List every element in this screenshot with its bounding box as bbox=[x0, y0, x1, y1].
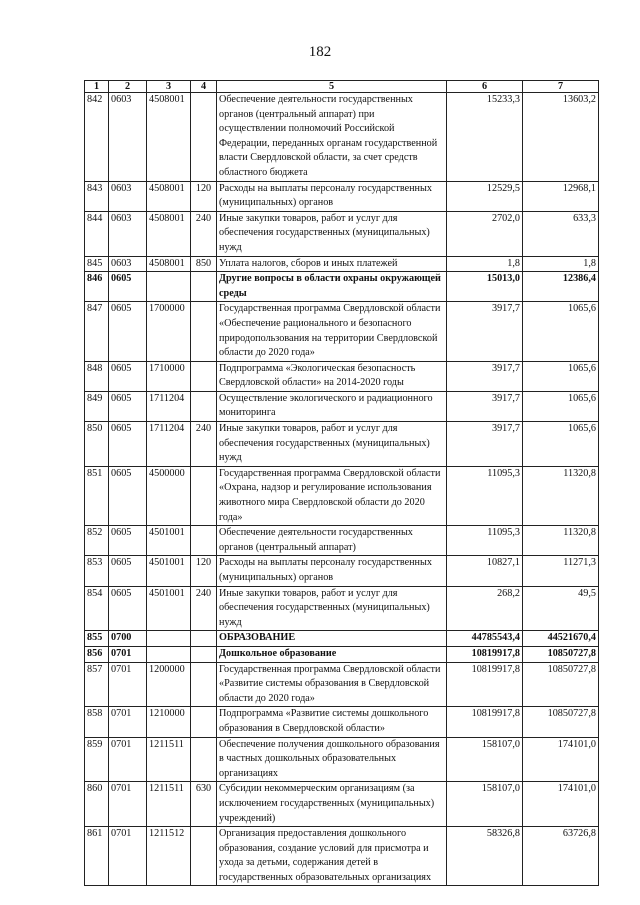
budget-table bbox=[84, 80, 599, 886]
expense-type-cell: 120 bbox=[191, 181, 217, 211]
target-article-cell: 1210000 bbox=[147, 707, 191, 737]
item-name-cell: Государственная программа Свердловской области «Охрана, надзор и регулирование использования животного мира Свердловской области до 2020 года» bbox=[217, 466, 447, 525]
section-code-cell: 0605 bbox=[109, 556, 147, 586]
table-row bbox=[85, 782, 599, 827]
amount-year2-cell: 11320,8 bbox=[523, 526, 599, 556]
expense-type-cell bbox=[191, 827, 217, 886]
amount-year2-cell: 12386,4 bbox=[523, 272, 599, 302]
table-row bbox=[85, 662, 599, 707]
amount-year1-cell: 3917,7 bbox=[447, 302, 523, 361]
table-row bbox=[85, 631, 599, 647]
column-header: 1 bbox=[85, 81, 109, 93]
table-row bbox=[85, 391, 599, 421]
table-row bbox=[85, 586, 599, 631]
page-number: 182 bbox=[308, 44, 332, 60]
row-number-cell: 849 bbox=[85, 391, 109, 421]
expense-type-cell: 240 bbox=[191, 586, 217, 631]
target-article-cell: 4501001 bbox=[147, 556, 191, 586]
amount-year2-cell: 174101,0 bbox=[523, 737, 599, 782]
item-name-cell: Субсидии некоммерческим организациям (за исключением государственных (муниципальных) учреждений) bbox=[217, 782, 447, 827]
row-number-cell: 843 bbox=[85, 181, 109, 211]
amount-year2-cell: 633,3 bbox=[523, 211, 599, 256]
expense-type-cell bbox=[191, 391, 217, 421]
section-code-cell: 0605 bbox=[109, 391, 147, 421]
section-code-cell: 0605 bbox=[109, 361, 147, 391]
amount-year1-cell: 10819917,8 bbox=[447, 707, 523, 737]
amount-year2-cell: 49,5 bbox=[523, 586, 599, 631]
row-number-cell: 842 bbox=[85, 93, 109, 182]
expense-type-cell bbox=[191, 646, 217, 662]
item-name-cell: Расходы на выплаты персоналу государственных (муниципальных) органов bbox=[217, 181, 447, 211]
amount-year2-cell: 1065,6 bbox=[523, 422, 599, 467]
item-name-cell: Обеспечение деятельности государственных органов (центральный аппарат) при осуществлении полномочий Российской Федерации, переданных органам государственной власти Свердловской области, за счет средств областного бюджета bbox=[217, 93, 447, 182]
amount-year2-cell: 13603,2 bbox=[523, 93, 599, 182]
section-code-cell: 0605 bbox=[109, 526, 147, 556]
amount-year2-cell: 12968,1 bbox=[523, 181, 599, 211]
amount-year1-cell: 58326,8 bbox=[447, 827, 523, 886]
item-name-cell: Обеспечение получения дошкольного образования в частных дошкольных образовательных организациях bbox=[217, 737, 447, 782]
table-row bbox=[85, 211, 599, 256]
amount-year2-cell: 1,8 bbox=[523, 256, 599, 272]
target-article-cell: 1710000 bbox=[147, 361, 191, 391]
target-article-cell: 4508001 bbox=[147, 211, 191, 256]
amount-year1-cell: 158107,0 bbox=[447, 782, 523, 827]
table-header-row bbox=[85, 81, 599, 93]
item-name-cell: Дошкольное образование bbox=[217, 646, 447, 662]
item-name-cell: Уплата налогов, сборов и иных платежей bbox=[217, 256, 447, 272]
section-code-cell: 0605 bbox=[109, 422, 147, 467]
amount-year1-cell: 15233,3 bbox=[447, 93, 523, 182]
amount-year1-cell: 3917,7 bbox=[447, 361, 523, 391]
target-article-cell: 1700000 bbox=[147, 302, 191, 361]
section-code-cell: 0700 bbox=[109, 631, 147, 647]
column-header: 5 bbox=[217, 81, 447, 93]
row-number-cell: 847 bbox=[85, 302, 109, 361]
row-number-cell: 852 bbox=[85, 526, 109, 556]
expense-type-cell bbox=[191, 631, 217, 647]
column-header: 2 bbox=[109, 81, 147, 93]
row-number-cell: 853 bbox=[85, 556, 109, 586]
row-number-cell: 855 bbox=[85, 631, 109, 647]
target-article-cell: 4508001 bbox=[147, 93, 191, 182]
expense-type-cell: 120 bbox=[191, 556, 217, 586]
amount-year1-cell: 1,8 bbox=[447, 256, 523, 272]
item-name-cell: Иные закупки товаров, работ и услуг для обеспечения государственных (муниципальных) нужд bbox=[217, 586, 447, 631]
amount-year1-cell: 3917,7 bbox=[447, 422, 523, 467]
row-number-cell: 851 bbox=[85, 466, 109, 525]
amount-year1-cell: 268,2 bbox=[447, 586, 523, 631]
expense-type-cell: 850 bbox=[191, 256, 217, 272]
row-number-cell: 861 bbox=[85, 827, 109, 886]
section-code-cell: 0701 bbox=[109, 646, 147, 662]
target-article-cell: 4501001 bbox=[147, 586, 191, 631]
table-row bbox=[85, 302, 599, 361]
section-code-cell: 0603 bbox=[109, 181, 147, 211]
item-name-cell: Иные закупки товаров, работ и услуг для обеспечения государственных (муниципальных) нужд bbox=[217, 422, 447, 467]
section-code-cell: 0605 bbox=[109, 272, 147, 302]
expense-type-cell bbox=[191, 526, 217, 556]
table-row bbox=[85, 827, 599, 886]
section-code-cell: 0605 bbox=[109, 586, 147, 631]
amount-year2-cell: 10850727,8 bbox=[523, 707, 599, 737]
target-article-cell: 1211511 bbox=[147, 782, 191, 827]
target-article-cell: 4501001 bbox=[147, 526, 191, 556]
table-row bbox=[85, 361, 599, 391]
amount-year1-cell: 44785543,4 bbox=[447, 631, 523, 647]
item-name-cell: Государственная программа Свердловской области «Обеспечение рационального и безопасного природопользования на территории Свердловской области до 2020 года» bbox=[217, 302, 447, 361]
amount-year1-cell: 12529,5 bbox=[447, 181, 523, 211]
expense-type-cell bbox=[191, 272, 217, 302]
section-code-cell: 0701 bbox=[109, 707, 147, 737]
row-number-cell: 854 bbox=[85, 586, 109, 631]
amount-year1-cell: 2702,0 bbox=[447, 211, 523, 256]
section-code-cell: 0603 bbox=[109, 256, 147, 272]
row-number-cell: 846 bbox=[85, 272, 109, 302]
table-row bbox=[85, 181, 599, 211]
section-code-cell: 0701 bbox=[109, 782, 147, 827]
target-article-cell: 1211511 bbox=[147, 737, 191, 782]
amount-year1-cell: 11095,3 bbox=[447, 466, 523, 525]
target-article-cell: 4500000 bbox=[147, 466, 191, 525]
item-name-cell: Расходы на выплаты персоналу государственных (муниципальных) органов bbox=[217, 556, 447, 586]
target-article-cell bbox=[147, 631, 191, 647]
expense-type-cell: 630 bbox=[191, 782, 217, 827]
amount-year2-cell: 44521670,4 bbox=[523, 631, 599, 647]
amount-year1-cell: 3917,7 bbox=[447, 391, 523, 421]
amount-year2-cell: 11271,3 bbox=[523, 556, 599, 586]
amount-year2-cell: 63726,8 bbox=[523, 827, 599, 886]
row-number-cell: 856 bbox=[85, 646, 109, 662]
item-name-cell: Иные закупки товаров, работ и услуг для обеспечения государственных (муниципальных) нужд bbox=[217, 211, 447, 256]
amount-year1-cell: 158107,0 bbox=[447, 737, 523, 782]
expense-type-cell bbox=[191, 662, 217, 707]
target-article-cell bbox=[147, 272, 191, 302]
row-number-cell: 858 bbox=[85, 707, 109, 737]
table-row bbox=[85, 93, 599, 182]
row-number-cell: 860 bbox=[85, 782, 109, 827]
table-row bbox=[85, 646, 599, 662]
target-article-cell: 1200000 bbox=[147, 662, 191, 707]
expense-type-cell bbox=[191, 707, 217, 737]
table-row bbox=[85, 256, 599, 272]
section-code-cell: 0605 bbox=[109, 302, 147, 361]
table-row bbox=[85, 556, 599, 586]
target-article-cell: 1711204 bbox=[147, 422, 191, 467]
item-name-cell: Подпрограмма «Развитие системы дошкольного образования в Свердловской области» bbox=[217, 707, 447, 737]
amount-year2-cell: 1065,6 bbox=[523, 302, 599, 361]
target-article-cell: 1711204 bbox=[147, 391, 191, 421]
section-code-cell: 0603 bbox=[109, 211, 147, 256]
item-name-cell: ОБРАЗОВАНИЕ bbox=[217, 631, 447, 647]
amount-year2-cell: 174101,0 bbox=[523, 782, 599, 827]
target-article-cell: 1211512 bbox=[147, 827, 191, 886]
table-row bbox=[85, 466, 599, 525]
column-header: 3 bbox=[147, 81, 191, 93]
section-code-cell: 0603 bbox=[109, 93, 147, 182]
amount-year1-cell: 10827,1 bbox=[447, 556, 523, 586]
table-row bbox=[85, 526, 599, 556]
amount-year1-cell: 10819917,8 bbox=[447, 662, 523, 707]
row-number-cell: 844 bbox=[85, 211, 109, 256]
amount-year2-cell: 11320,8 bbox=[523, 466, 599, 525]
expense-type-cell bbox=[191, 361, 217, 391]
amount-year1-cell: 10819917,8 bbox=[447, 646, 523, 662]
amount-year1-cell: 15013,0 bbox=[447, 272, 523, 302]
expense-type-cell bbox=[191, 466, 217, 525]
table-row bbox=[85, 737, 599, 782]
column-header: 4 bbox=[191, 81, 217, 93]
target-article-cell: 4508001 bbox=[147, 181, 191, 211]
item-name-cell: Обеспечение деятельности государственных органов (центральный аппарат) bbox=[217, 526, 447, 556]
table-row bbox=[85, 422, 599, 467]
row-number-cell: 859 bbox=[85, 737, 109, 782]
item-name-cell: Организация предоставления дошкольного образования, создание условий для присмотра и ухода за детьми, содержания детей в государственных образовательных организациях bbox=[217, 827, 447, 886]
amount-year2-cell: 10850727,8 bbox=[523, 662, 599, 707]
section-code-cell: 0605 bbox=[109, 466, 147, 525]
table-row bbox=[85, 272, 599, 302]
item-name-cell: Другие вопросы в области охраны окружающей среды bbox=[217, 272, 447, 302]
row-number-cell: 845 bbox=[85, 256, 109, 272]
item-name-cell: Государственная программа Свердловской области «Развитие системы образования в Свердловской области до 2020 года» bbox=[217, 662, 447, 707]
column-header: 6 bbox=[447, 81, 523, 93]
section-code-cell: 0701 bbox=[109, 827, 147, 886]
amount-year2-cell: 1065,6 bbox=[523, 391, 599, 421]
amount-year2-cell: 1065,6 bbox=[523, 361, 599, 391]
expense-type-cell bbox=[191, 93, 217, 182]
row-number-cell: 848 bbox=[85, 361, 109, 391]
target-article-cell bbox=[147, 646, 191, 662]
amount-year2-cell: 10850727,8 bbox=[523, 646, 599, 662]
amount-year1-cell: 11095,3 bbox=[447, 526, 523, 556]
expense-type-cell bbox=[191, 737, 217, 782]
row-number-cell: 857 bbox=[85, 662, 109, 707]
section-code-cell: 0701 bbox=[109, 737, 147, 782]
expense-type-cell: 240 bbox=[191, 211, 217, 256]
column-header: 7 bbox=[523, 81, 599, 93]
expense-type-cell bbox=[191, 302, 217, 361]
section-code-cell: 0701 bbox=[109, 662, 147, 707]
item-name-cell: Подпрограмма «Экологическая безопасность Свердловской области» на 2014-2020 годы bbox=[217, 361, 447, 391]
table-row bbox=[85, 707, 599, 737]
expense-type-cell: 240 bbox=[191, 422, 217, 467]
item-name-cell: Осуществление экологического и радиационного мониторинга bbox=[217, 391, 447, 421]
row-number-cell: 850 bbox=[85, 422, 109, 467]
target-article-cell: 4508001 bbox=[147, 256, 191, 272]
